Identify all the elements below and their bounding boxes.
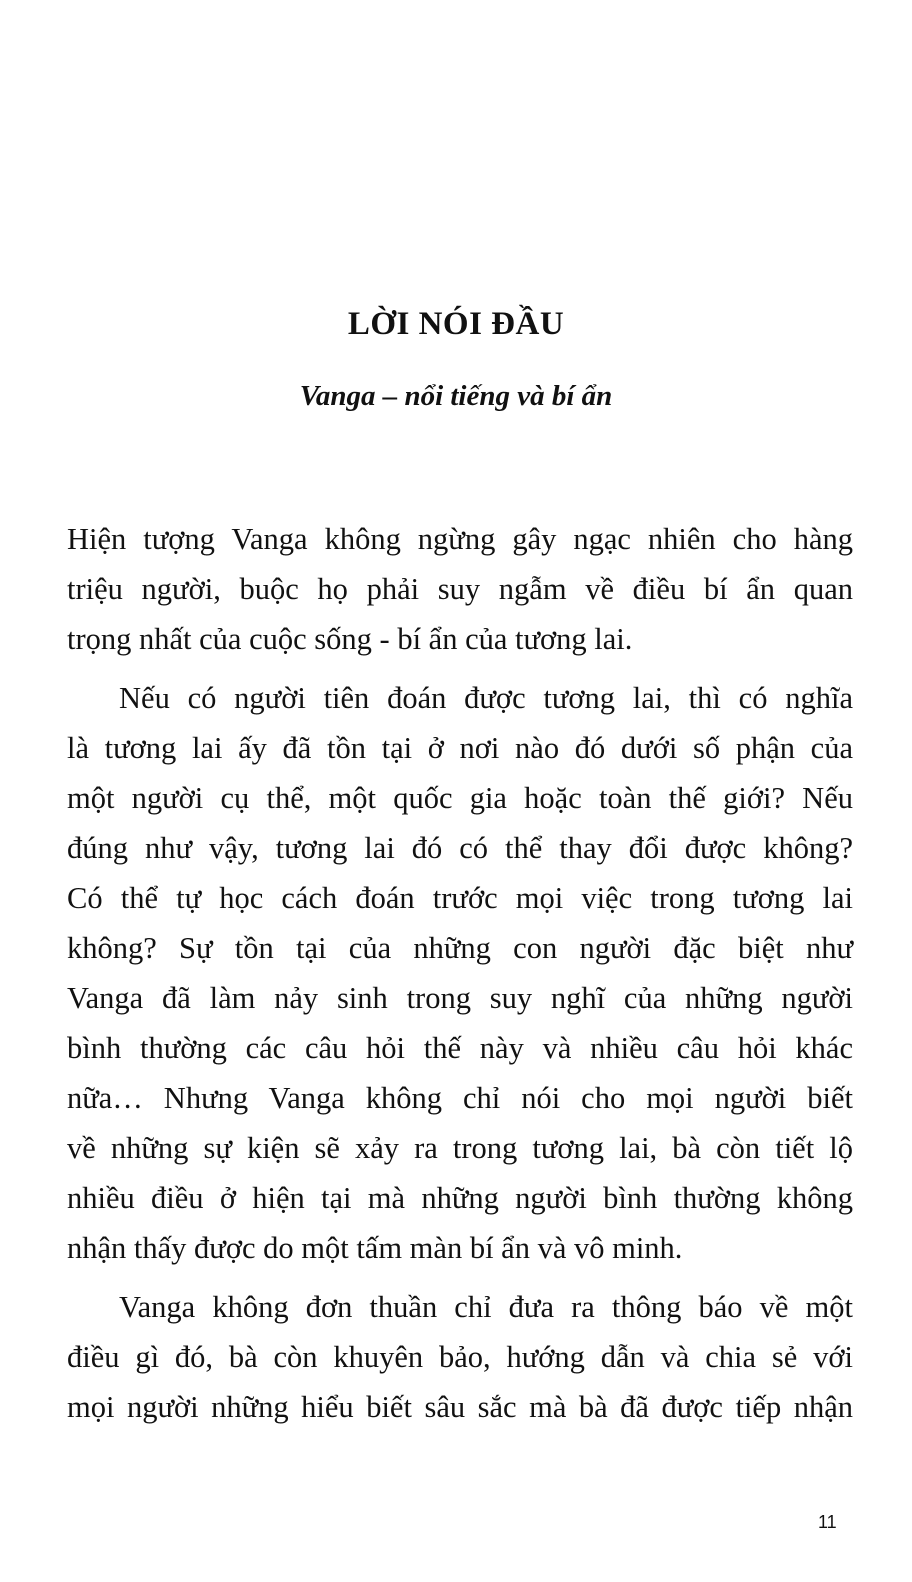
text-line: nữa… Nhưng Vanga không chỉ nói cho mọi người biết — [67, 1081, 853, 1115]
text-line: Vanga đã làm nảy sinh trong suy nghĩ của những người — [67, 981, 853, 1015]
text-line: bình thường các câu hỏi thế này và nhiều câu hỏi khác — [67, 1031, 853, 1065]
text-line: Hiện tượng Vanga không ngừng gây ngạc nhiên cho hàng — [67, 522, 853, 556]
page-number: 11 — [818, 1512, 837, 1532]
text-line: mọi người những hiểu biết sâu sắc mà bà đã được tiếp nhận — [67, 1390, 853, 1424]
paragraph-2 — [67, 673, 853, 1273]
text-line: nhiều điều ở hiện tại mà những người bình thường không — [67, 1181, 853, 1215]
text-line: Vanga không đơn thuần chỉ đưa ra thông báo về một — [119, 1290, 853, 1324]
text-line: nhận thấy được do một tấm màn bí ẩn và vô minh. — [67, 1231, 683, 1265]
paragraph-3 — [67, 1282, 853, 1432]
text-line: đúng như vậy, tương lai đó có thể thay đổi được không? — [67, 831, 853, 865]
chapter-title: LỜI NÓI ĐẦU — [347, 306, 565, 342]
text-line: điều gì đó, bà còn khuyên bảo, hướng dẫn và chia sẻ với — [67, 1340, 853, 1374]
paragraph-1 — [67, 514, 853, 664]
chapter-subtitle: Vanga – nổi tiếng và bí ẩn — [299, 380, 613, 412]
text-line: Có thể tự học cách đoán trước mọi việc trong tương lai — [67, 881, 853, 915]
text-line: một người cụ thể, một quốc gia hoặc toàn thế giới? Nếu — [67, 781, 853, 815]
text-line: Nếu có người tiên đoán được tương lai, thì có nghĩa — [119, 681, 853, 715]
text-line: không? Sự tồn tại của những con người đặc biệt như — [67, 931, 853, 965]
text-line: về những sự kiện sẽ xảy ra trong tương lai, bà còn tiết lộ — [67, 1131, 853, 1165]
text-line: là tương lai ấy đã tồn tại ở nơi nào đó dưới số phận của — [67, 731, 853, 765]
text-line: trọng nhất của cuộc sống - bí ẩn của tương lai. — [67, 622, 633, 656]
body-text — [67, 514, 853, 1432]
text-line: triệu người, buộc họ phải suy ngẫm về điều bí ẩn quan — [67, 572, 853, 606]
